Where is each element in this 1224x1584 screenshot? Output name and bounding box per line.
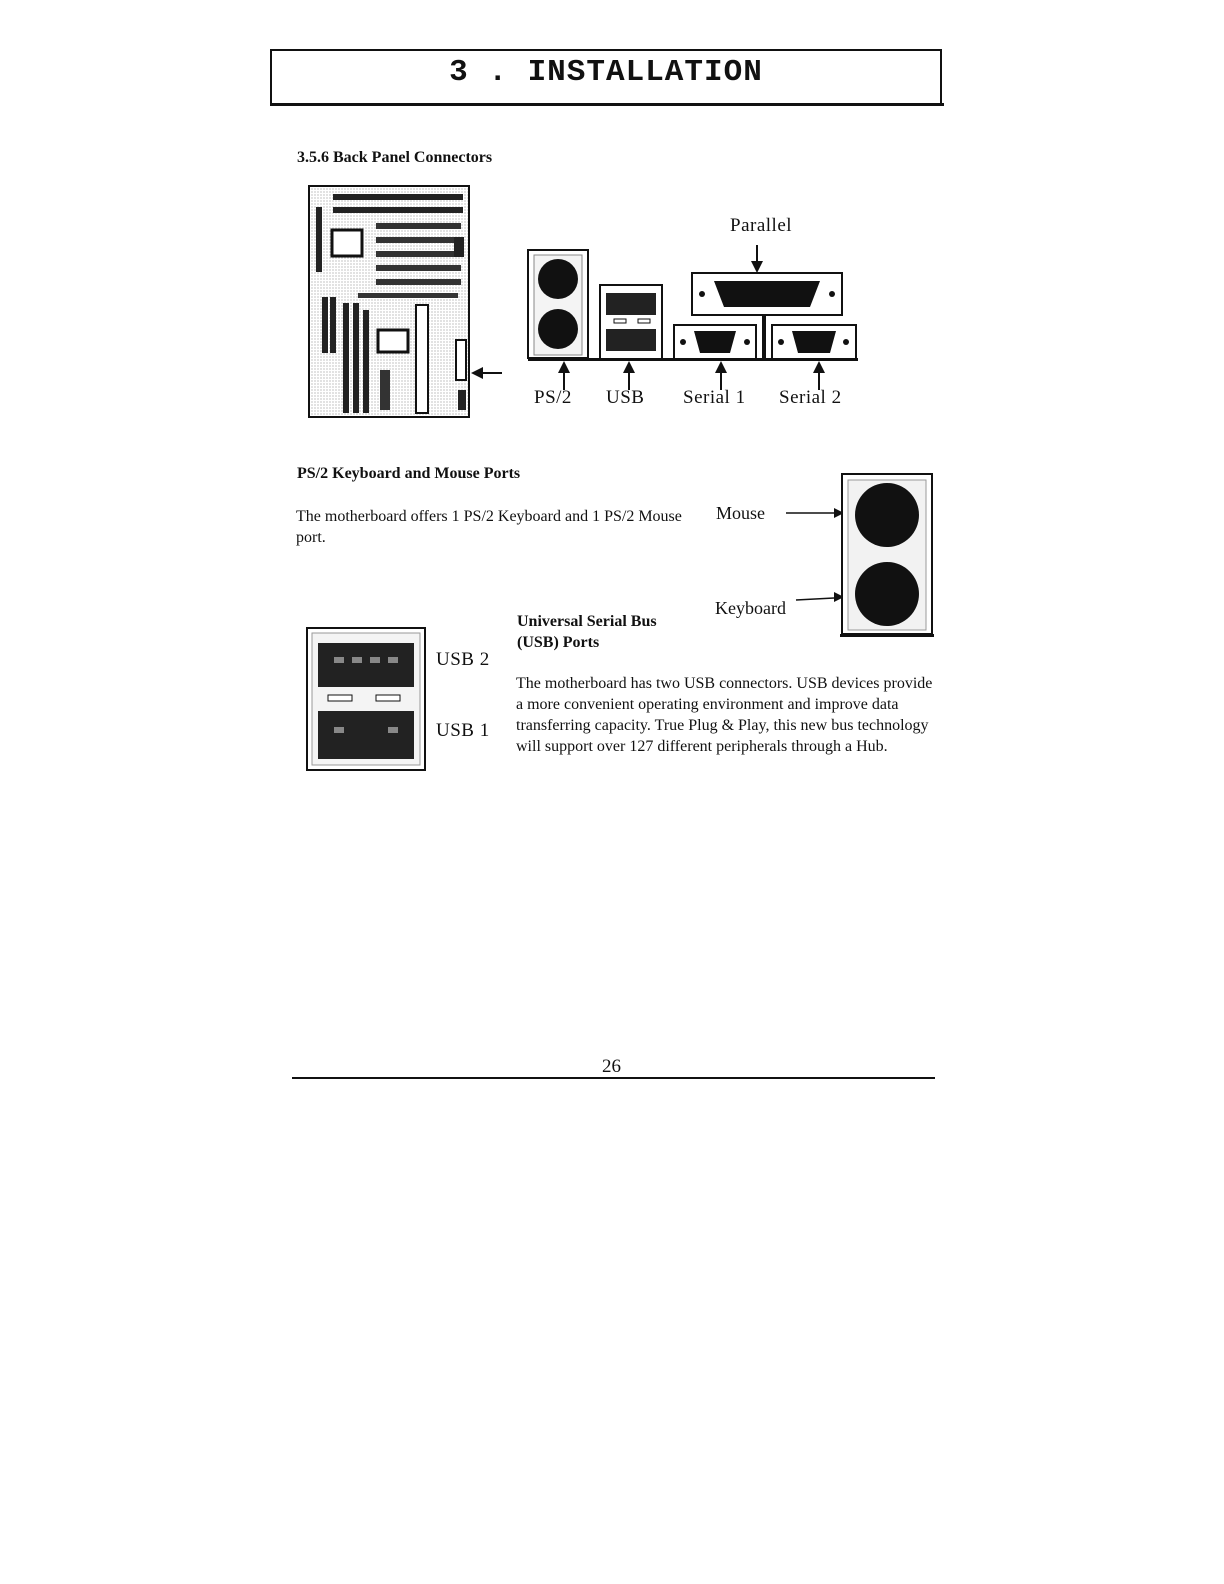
ps2-label: PS/2 (534, 387, 572, 408)
serial1-label: Serial 1 (683, 387, 746, 408)
usb1-label: USB 1 (436, 720, 490, 741)
usb-connector-icon (600, 285, 662, 359)
mouse-port-icon (855, 483, 919, 547)
keyboard-arrow-icon (796, 592, 844, 602)
usb2-label: USB 2 (436, 649, 490, 670)
chapter-underline (270, 103, 944, 106)
usb1-port-icon (318, 711, 414, 759)
serial2-arrow-icon (813, 361, 825, 390)
usb-body-text: The motherboard has two USB connectors. USB devices provide a more convenient operating environment and improve data transferring capacity. True Plug & Play, this new bus technology will support over 127 different peripherals through a Hub. (516, 675, 933, 755)
usb-heading-line2: (USB) Ports (517, 634, 600, 651)
usb-label: USB (606, 387, 645, 408)
ps2-connector-icon (528, 250, 588, 358)
chapter-title: 3 . INSTALLATION (449, 55, 763, 90)
serial1-arrow-icon (715, 361, 727, 390)
usb-heading-line1: Universal Serial Bus (517, 613, 657, 630)
serial2-connector-icon (772, 325, 856, 359)
keyboard-port-icon (855, 562, 919, 626)
section-heading: 3.5.6 Back Panel Connectors (297, 149, 493, 166)
mouse-label: Mouse (716, 503, 765, 523)
page-number: 26 (602, 1056, 621, 1077)
keyboard-label: Keyboard (715, 598, 786, 618)
usb-heading (517, 611, 657, 653)
ps2-ports-diagram (784, 470, 936, 642)
mouse-arrow-icon (786, 508, 844, 518)
footer-rule (292, 1077, 935, 1079)
ps2-body-text: The motherboard offers 1 PS/2 Keyboard and 1 PS/2 Mouse port. (296, 508, 682, 546)
ps2-arrow-icon (558, 361, 570, 390)
motherboard-diagram (308, 185, 504, 421)
chapter-header-box (270, 49, 942, 105)
back-panel-diagram (522, 245, 862, 390)
parallel-connector-icon (692, 273, 842, 315)
serial2-label: Serial 2 (779, 387, 842, 408)
usb-arrow-icon (623, 361, 635, 390)
usb-ports-diagram (306, 627, 430, 773)
ps2-heading: PS/2 Keyboard and Mouse Ports (297, 465, 521, 482)
serial1-connector-icon (674, 325, 756, 359)
parallel-label: Parallel (730, 215, 793, 236)
parallel-arrow-icon (751, 245, 763, 273)
usb2-port-icon (318, 643, 414, 687)
